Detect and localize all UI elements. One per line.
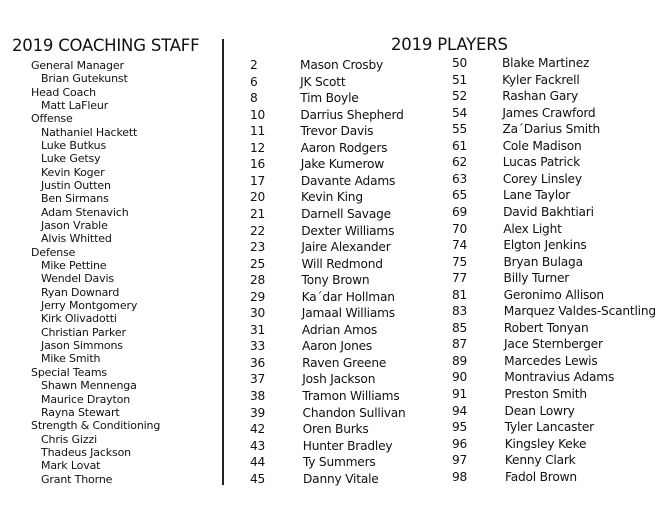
player-number: 62 — [452, 155, 468, 170]
staff-role-heading: Defense — [31, 245, 76, 259]
player-name: Cole Madison — [502, 138, 582, 153]
staff-member: Ben Sirmans — [41, 192, 109, 206]
player-name: Mason Crosby — [300, 58, 383, 72]
player-number: 37 — [250, 372, 266, 387]
player-number: 16 — [250, 157, 266, 172]
player-name: Fadol Brown — [505, 469, 577, 484]
player-number: 36 — [250, 355, 266, 370]
staff-member: Grant Thorne — [41, 472, 113, 486]
player-number: 11 — [250, 124, 266, 139]
player-number: 81 — [452, 287, 468, 302]
player-name: James Crawford — [502, 105, 596, 120]
player-number: 51 — [452, 72, 468, 87]
player-name: Za´Darius Smith — [502, 122, 601, 137]
staff-role-heading: Strength & Conditioning — [31, 419, 161, 433]
player-number: 96 — [452, 436, 468, 451]
player-name: Billy Turner — [503, 271, 570, 286]
player-name: Bryan Bulaga — [503, 254, 583, 269]
player-name: Darrius Shepherd — [300, 107, 404, 122]
player-name: Jamaal Williams — [301, 306, 395, 321]
staff-role-heading: Special Teams — [31, 365, 107, 379]
player-name: Dean Lowry — [504, 403, 575, 418]
staff-member: Christian Parker — [41, 325, 126, 339]
staff-member: Alvis Whitted — [41, 232, 112, 246]
staff-member: Jason Simmons — [41, 339, 123, 353]
player-name: Rashan Gary — [502, 89, 578, 104]
column-divider — [222, 39, 224, 485]
staff-member: Rayna Stewart — [41, 405, 120, 419]
player-number: 29 — [250, 289, 266, 304]
player-name: Lane Taylor — [502, 188, 571, 203]
player-number: 30 — [250, 306, 266, 321]
staff-member: Wendel Davis — [41, 272, 114, 286]
coaching-staff-title: 2019 COACHING STAFF — [12, 36, 200, 55]
player-name: Jake Kumerow — [300, 157, 385, 172]
staff-role-heading: Head Coach — [31, 85, 96, 99]
staff-member: Ryan Downard — [41, 285, 120, 299]
player-number: 95 — [452, 420, 468, 435]
player-name: Jaire Alexander — [301, 240, 391, 255]
player-name: Tyler Lancaster — [504, 420, 594, 435]
player-number: 74 — [452, 238, 468, 253]
player-name: Tramon Williams — [302, 389, 400, 403]
player-name: Blake Martinez — [502, 56, 590, 70]
player-name: Oren Burks — [302, 422, 369, 437]
player-name: Kingsley Keke — [504, 436, 587, 451]
player-number: 75 — [452, 254, 468, 269]
player-number: 85 — [452, 320, 468, 335]
player-number: 94 — [452, 403, 468, 418]
player-name: Raven Greene — [302, 355, 387, 370]
player-name: Adrian Amos — [301, 322, 378, 337]
staff-member: Mike Smith — [41, 352, 101, 366]
player-name: Lucas Patrick — [502, 155, 581, 170]
staff-member: Kevin Koger — [41, 165, 105, 179]
player-number: 2 — [250, 58, 258, 72]
player-name: Tony Brown — [301, 273, 370, 288]
staff-member: Kirk Olivadotti — [41, 312, 117, 326]
player-name: Kevin King — [300, 190, 363, 205]
player-name: Will Redmond — [301, 256, 383, 271]
player-number: 39 — [250, 405, 266, 420]
player-name: Hunter Bradley — [302, 438, 393, 453]
player-name: Preston Smith — [504, 387, 587, 401]
player-name: Josh Jackson — [302, 372, 376, 387]
players-title: 2019 PLAYERS — [391, 35, 508, 54]
staff-member: Brian Gutekunst — [41, 72, 128, 86]
player-number: 77 — [452, 271, 468, 286]
player-number: 61 — [452, 138, 468, 153]
player-name: Chandon Sullivan — [302, 405, 406, 420]
player-name: JK Scott — [300, 74, 346, 89]
player-name: Jace Sternberger — [504, 337, 603, 352]
staff-member: Justin Outten — [41, 179, 111, 193]
player-name: Kenny Clark — [504, 453, 576, 468]
player-name: Marquez Valdes-Scantling — [503, 304, 656, 319]
staff-member: Matt LaFleur — [41, 99, 109, 113]
player-number: 10 — [250, 107, 266, 122]
player-number: 22 — [250, 223, 266, 238]
player-name: Dexter Williams — [301, 223, 395, 238]
staff-member: Mark Lovat — [41, 459, 101, 473]
player-name: Robert Tonyan — [503, 320, 589, 335]
player-number: 91 — [452, 387, 468, 401]
player-number: 6 — [250, 74, 258, 89]
player-number: 23 — [250, 240, 266, 255]
player-number: 25 — [250, 256, 266, 271]
player-name: David Bakhtiari — [503, 204, 594, 219]
player-name: Trevor Davis — [300, 124, 374, 139]
player-number: 8 — [250, 91, 258, 106]
player-name: Ka´dar Hollman — [301, 289, 395, 304]
player-name: Kyler Fackrell — [502, 72, 580, 87]
staff-member: Luke Butkus — [41, 139, 107, 153]
player-number: 90 — [452, 370, 468, 385]
staff-member: Maurice Drayton — [41, 392, 131, 406]
player-number: 45 — [250, 471, 266, 486]
player-number: 55 — [452, 122, 468, 137]
player-number: 52 — [452, 89, 468, 104]
player-name: Ty Summers — [302, 455, 376, 470]
player-number: 28 — [250, 273, 266, 288]
player-number: 83 — [452, 304, 468, 319]
player-number: 97 — [452, 453, 468, 468]
player-number: 31 — [250, 322, 266, 337]
staff-member: Adam Stenavich — [41, 205, 129, 219]
player-name: Elgton Jenkins — [503, 238, 587, 253]
player-number: 43 — [250, 438, 266, 453]
player-name: Danny Vitale — [303, 471, 379, 486]
player-number: 87 — [452, 337, 468, 352]
player-name: Aaron Rodgers — [300, 140, 388, 155]
staff-member: Shawn Mennenga — [41, 379, 137, 393]
player-number: 12 — [250, 140, 266, 155]
player-number: 20 — [250, 190, 266, 205]
player-name: Aaron Jones — [302, 339, 373, 354]
staff-member: Jerry Montgomery — [41, 299, 138, 313]
staff-member: Thadeus Jackson — [41, 445, 131, 459]
player-number: 50 — [452, 56, 468, 70]
player-number: 98 — [452, 469, 468, 484]
staff-role-heading: Offense — [31, 112, 73, 126]
player-name: Davante Adams — [300, 173, 396, 188]
player-number: 69 — [452, 204, 468, 219]
player-name: Corey Linsley — [502, 171, 582, 186]
staff-member: Luke Getsy — [41, 152, 101, 166]
player-name: Alex Light — [503, 221, 562, 236]
staff-member: Jason Vrable — [41, 219, 108, 233]
staff-member: Nathaniel Hackett — [41, 125, 138, 139]
player-name: Darnell Savage — [301, 206, 391, 221]
player-number: 33 — [250, 339, 266, 354]
player-number: 42 — [250, 422, 266, 437]
player-number: 21 — [250, 206, 266, 221]
player-number: 70 — [452, 221, 468, 236]
player-name: Montravius Adams — [504, 370, 615, 385]
player-number: 54 — [452, 105, 468, 120]
player-name: Tim Boyle — [300, 91, 359, 106]
player-name: Geronimo Allison — [503, 287, 604, 302]
player-number: 38 — [250, 389, 266, 403]
player-name: Marcedes Lewis — [504, 353, 598, 368]
staff-member: Mike Pettine — [41, 259, 107, 273]
player-number: 44 — [250, 455, 266, 470]
player-number: 17 — [250, 173, 266, 188]
player-number: 63 — [452, 171, 468, 186]
player-number: 65 — [452, 188, 468, 203]
staff-role-heading: General Manager — [31, 59, 124, 72]
player-number: 89 — [452, 353, 468, 368]
staff-member: Chris Gizzi — [41, 432, 97, 446]
